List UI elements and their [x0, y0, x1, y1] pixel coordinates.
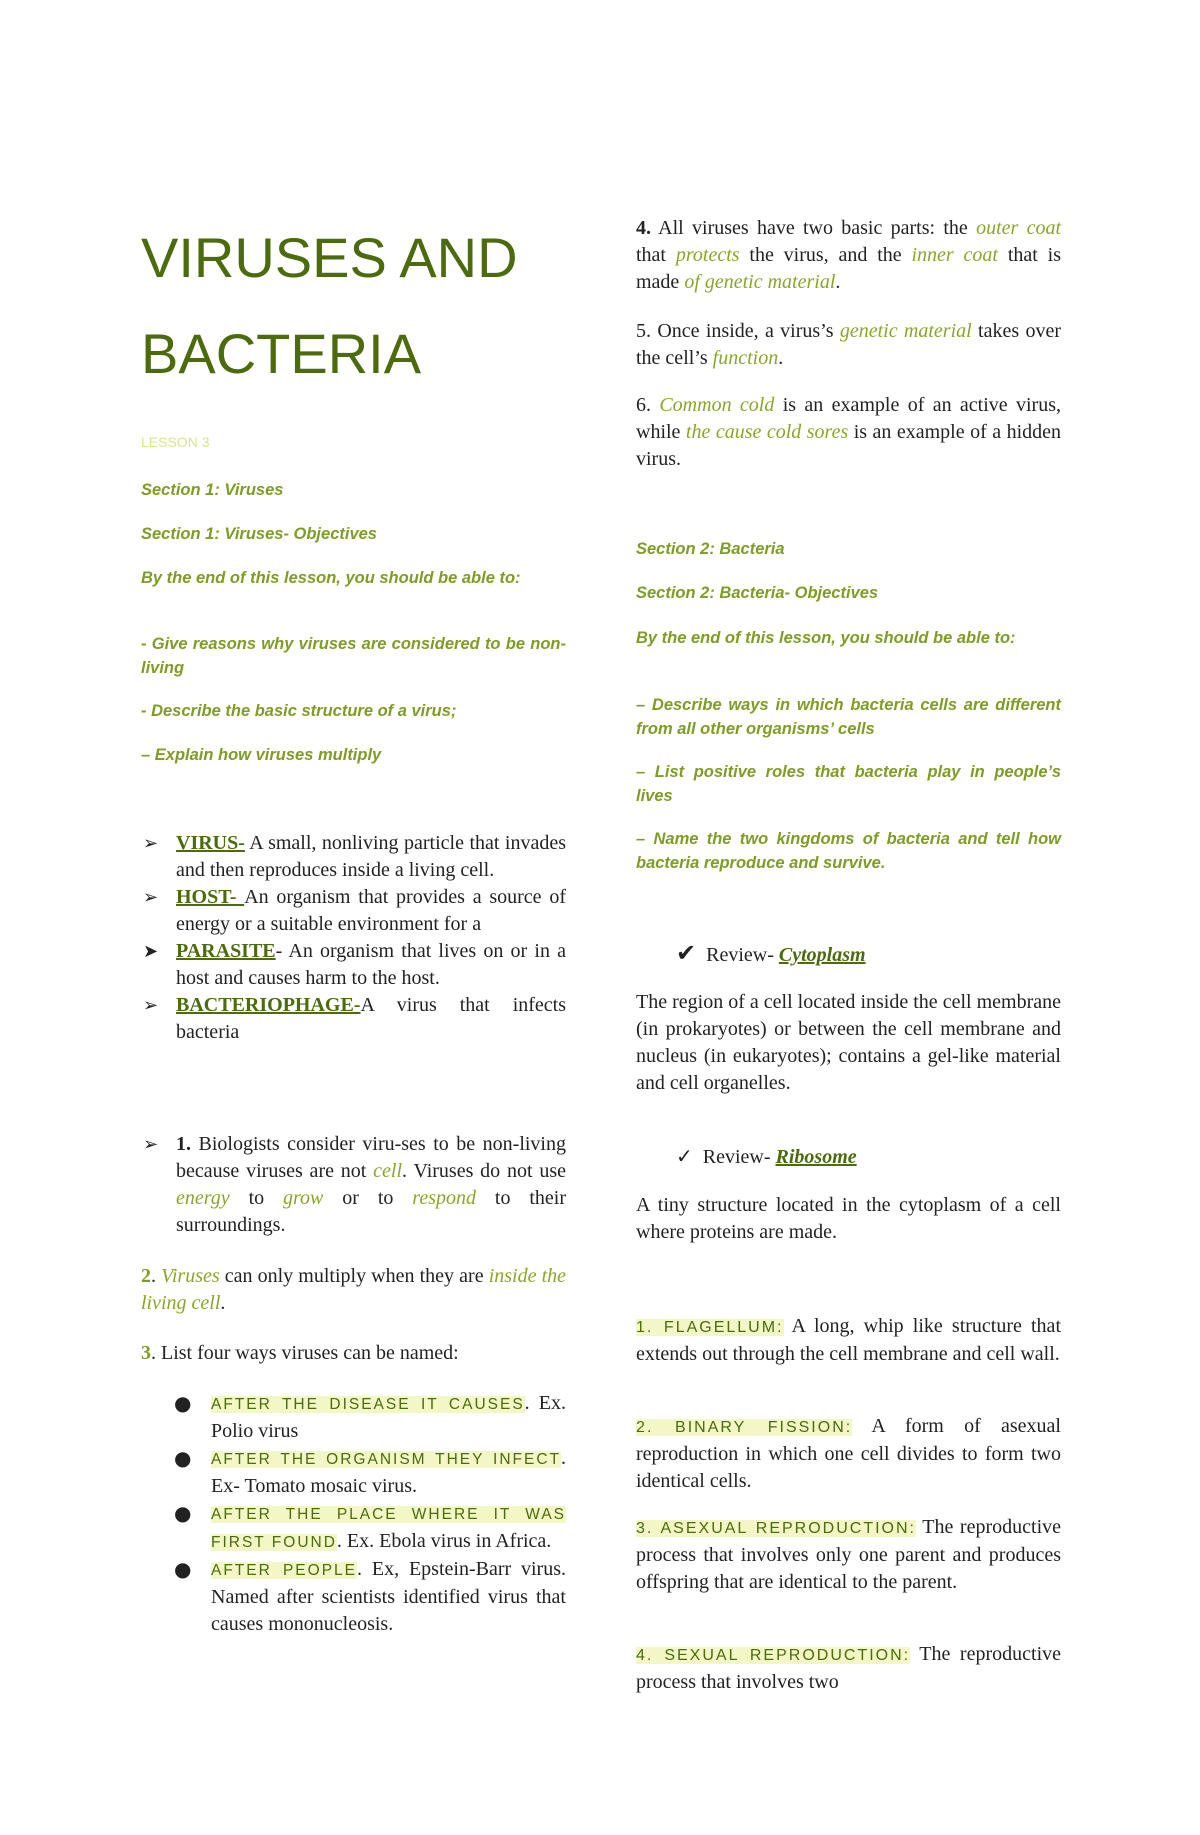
review-cytoplasm-definition: The region of a cell located inside the cell membrane (in prokaryotes) or between the cell membrane and nucleus (in eukaryotes); contains a gel-like material and cell organelles.: [636, 991, 1061, 1094]
page-title: [141, 210, 621, 402]
bullet-icon: ●: [174, 1501, 192, 1525]
section-2-heading: Section 2: Bacteria: [636, 540, 785, 558]
naming-way-3: ● AFTER THE PLACE WHERE IT WAS FIRST FOUND. Ex. Ebola virus in Africa.: [174, 1501, 566, 1552]
point-3: 3. List four ways viruses can be named:: [141, 1342, 459, 1364]
bullet-icon: ●: [174, 1391, 192, 1415]
term-binary-fission: 2. BINARY FISSION: A form of asexual reproduction in which one cell divides to form two identical cells.: [636, 1415, 1061, 1492]
point-4: 4. All viruses have two basic parts: the outer coat that protects the virus, and the inner coat that is made of genetic material.: [636, 217, 1062, 293]
objective-2-3: – Name the two kingdoms of bacteria and tell how bacteria reproduce and survive.: [636, 830, 1061, 872]
title-line-1: VIRUSES AND: [141, 226, 518, 289]
definition-virus: ➢ VIRUS- A small, nonliving particle that invades and then reproduces inside a living cell.: [143, 832, 566, 881]
point-2: 2. Viruses can only multiply when they are inside the living cell.: [141, 1265, 567, 1314]
section-2-objectives-heading: Section 2: Bacteria- Objectives: [636, 584, 879, 602]
point-1-list: [141, 1131, 566, 1239]
review-ribosome-definition: A tiny structure located in the cytoplasm of a cell where proteins are made.: [636, 1194, 1061, 1243]
bullet-icon: ●: [174, 1446, 192, 1470]
objective-3: – Explain how viruses multiply: [141, 746, 382, 764]
definition-parasite: ➤ PARASITE- An organism that lives on or in a host and causes harm to the host.: [143, 940, 566, 989]
arrow-bullet-icon: ➤: [143, 941, 159, 962]
point-1: ➢ 1. Biologists consider viru-ses to be non-living because viruses are not cell. Viruses do not use energy to grow or to respond to their surroundings.: [143, 1133, 566, 1236]
objective-1: - Give reasons why viruses are considered to be non-living: [141, 635, 566, 677]
lesson-label: LESSON 3: [141, 434, 210, 450]
bullet-icon: ●: [174, 1557, 192, 1581]
objective-2-1: – Describe ways in which bacteria cells are different from all other organisms’ cells: [636, 696, 1061, 738]
naming-way-1: ● AFTER THE DISEASE IT CAUSES. Ex. Polio virus: [174, 1391, 566, 1442]
definitions-list: [141, 830, 566, 1046]
arrow-bullet-icon: ➢: [143, 1134, 159, 1155]
section-1-objectives-heading: Section 1: Viruses- Objectives: [141, 525, 377, 543]
naming-way-2: ● AFTER THE ORGANISM THEY INFECT. Ex- Tomato mosaic virus.: [174, 1446, 566, 1497]
checkmark-icon: ✓: [676, 1144, 693, 1168]
term-flagellum: 1. FLAGELLUM: A long, whip like structure that extends out through the cell membrane and cell wall.: [636, 1315, 1061, 1365]
objectives-intro-2: By the end of this lesson, you should be able to:: [636, 629, 1016, 647]
review-ribosome: ✓ Review- Ribosome: [676, 1144, 857, 1168]
point-5: 5. Once inside, a virus’s genetic material takes over the cell’s function.: [636, 320, 1061, 369]
definition-host: ➢ HOST- An organism that provides a source of energy or a suitable environment for a: [143, 886, 566, 935]
objective-2: - Describe the basic structure of a virus;: [141, 702, 457, 720]
review-cytoplasm: ✔ Review- Cytoplasm: [676, 939, 866, 967]
arrow-bullet-icon: ➢: [143, 887, 159, 908]
objective-2-2: – List positive roles that bacteria play in people’s lives: [636, 763, 1061, 805]
arrow-bullet-icon: ➢: [143, 833, 159, 854]
term-sexual-reproduction: 4. SEXUAL REPRODUCTION: The reproductive process that involves two: [636, 1643, 1061, 1693]
checkmark-icon: ✔: [676, 939, 697, 967]
point-6: 6. Common cold is an example of an active virus, while the cause cold sores is an example of a hidden virus.: [636, 394, 1062, 470]
naming-way-4: ● AFTER PEOPLE. Ex, Epstein-Barr virus. Named after scientists identified virus that causes mononucleosis.: [174, 1557, 566, 1635]
title-line-2: BACTERIA: [141, 322, 422, 385]
section-1-heading: Section 1: Viruses: [141, 481, 284, 499]
definition-bacteriophage: ➢ BACTERIOPHAGE-A virus that infects bacteria: [143, 994, 566, 1043]
arrow-bullet-icon: ➢: [143, 995, 159, 1016]
term-asexual-reproduction: 3. ASEXUAL REPRODUCTION: The reproductive process that involves only one parent and produces offspring that are identical to the parent.: [636, 1516, 1061, 1593]
naming-ways-list: [141, 1390, 566, 1638]
objectives-intro: By the end of this lesson, you should be able to:: [141, 569, 521, 587]
